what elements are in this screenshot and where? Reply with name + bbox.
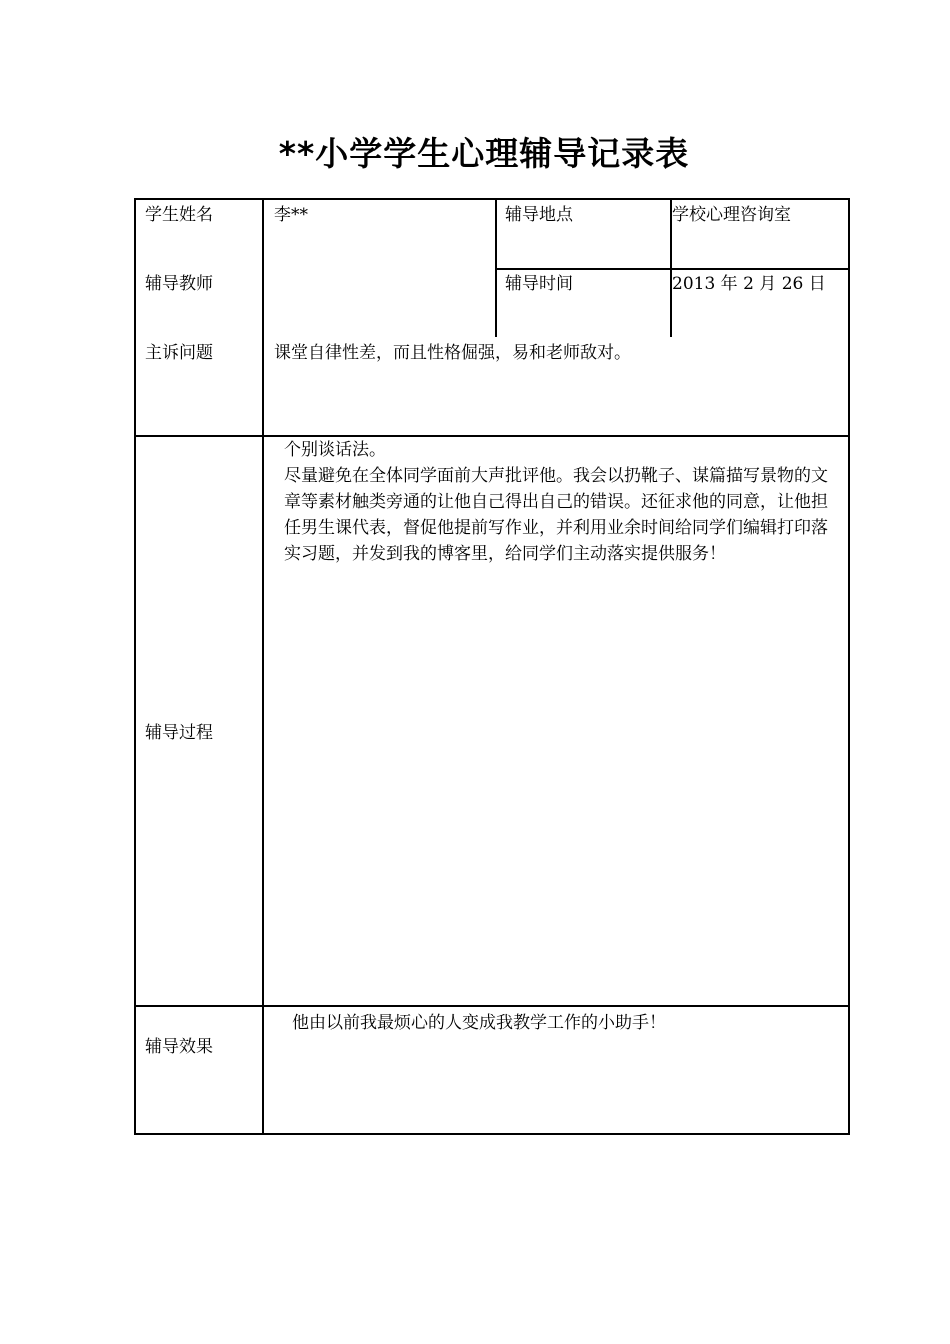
label-process: 辅导过程 xyxy=(145,723,213,743)
location-value: 学校心理咨询室 xyxy=(672,205,791,225)
label-time: 辅导时间 xyxy=(505,274,573,294)
process-effect-divider xyxy=(134,1005,850,1007)
table-border-right xyxy=(848,198,850,1135)
document-title: **小学学生心理辅导记录表 xyxy=(278,134,690,173)
process-description: 尽量避免在全体同学面前大声批评他。我会以扔靴子、谋篇描写景物的文章等素材触类旁通的让他自己得出自己的错误。还征求他的同意，让他担任男生课代表，督促他提前写作业，并利用业余时间给同学们编辑打印落实习题，并发到我的博客里，给同学们主动落实提供服务！ xyxy=(284,466,828,564)
time-value: 2013 年 2 月 26 日 xyxy=(672,274,826,294)
label-teacher: 辅导教师 xyxy=(145,274,213,294)
label-complaint: 主诉问题 xyxy=(145,343,213,363)
label-effect: 辅导效果 xyxy=(145,1037,213,1057)
table-border-bottom xyxy=(134,1133,850,1135)
effect-value: 他由以前我最烦心的人变成我教学工作的小助手！ xyxy=(292,1013,666,1033)
student-name-value: 李** xyxy=(274,205,308,225)
table-border-left xyxy=(134,198,136,1135)
complaint-value: 课堂自律性差，而且性格倔强，易和老师敌对。 xyxy=(274,343,631,363)
table-border-top xyxy=(134,198,850,200)
location-time-row-divider xyxy=(495,268,850,270)
label-student-name: 学生姓名 xyxy=(145,205,213,225)
process-method: 个别谈话法。 xyxy=(284,440,386,460)
label-location: 辅导地点 xyxy=(505,205,573,225)
label-column-divider xyxy=(262,198,264,1135)
complaint-process-divider xyxy=(134,435,850,437)
